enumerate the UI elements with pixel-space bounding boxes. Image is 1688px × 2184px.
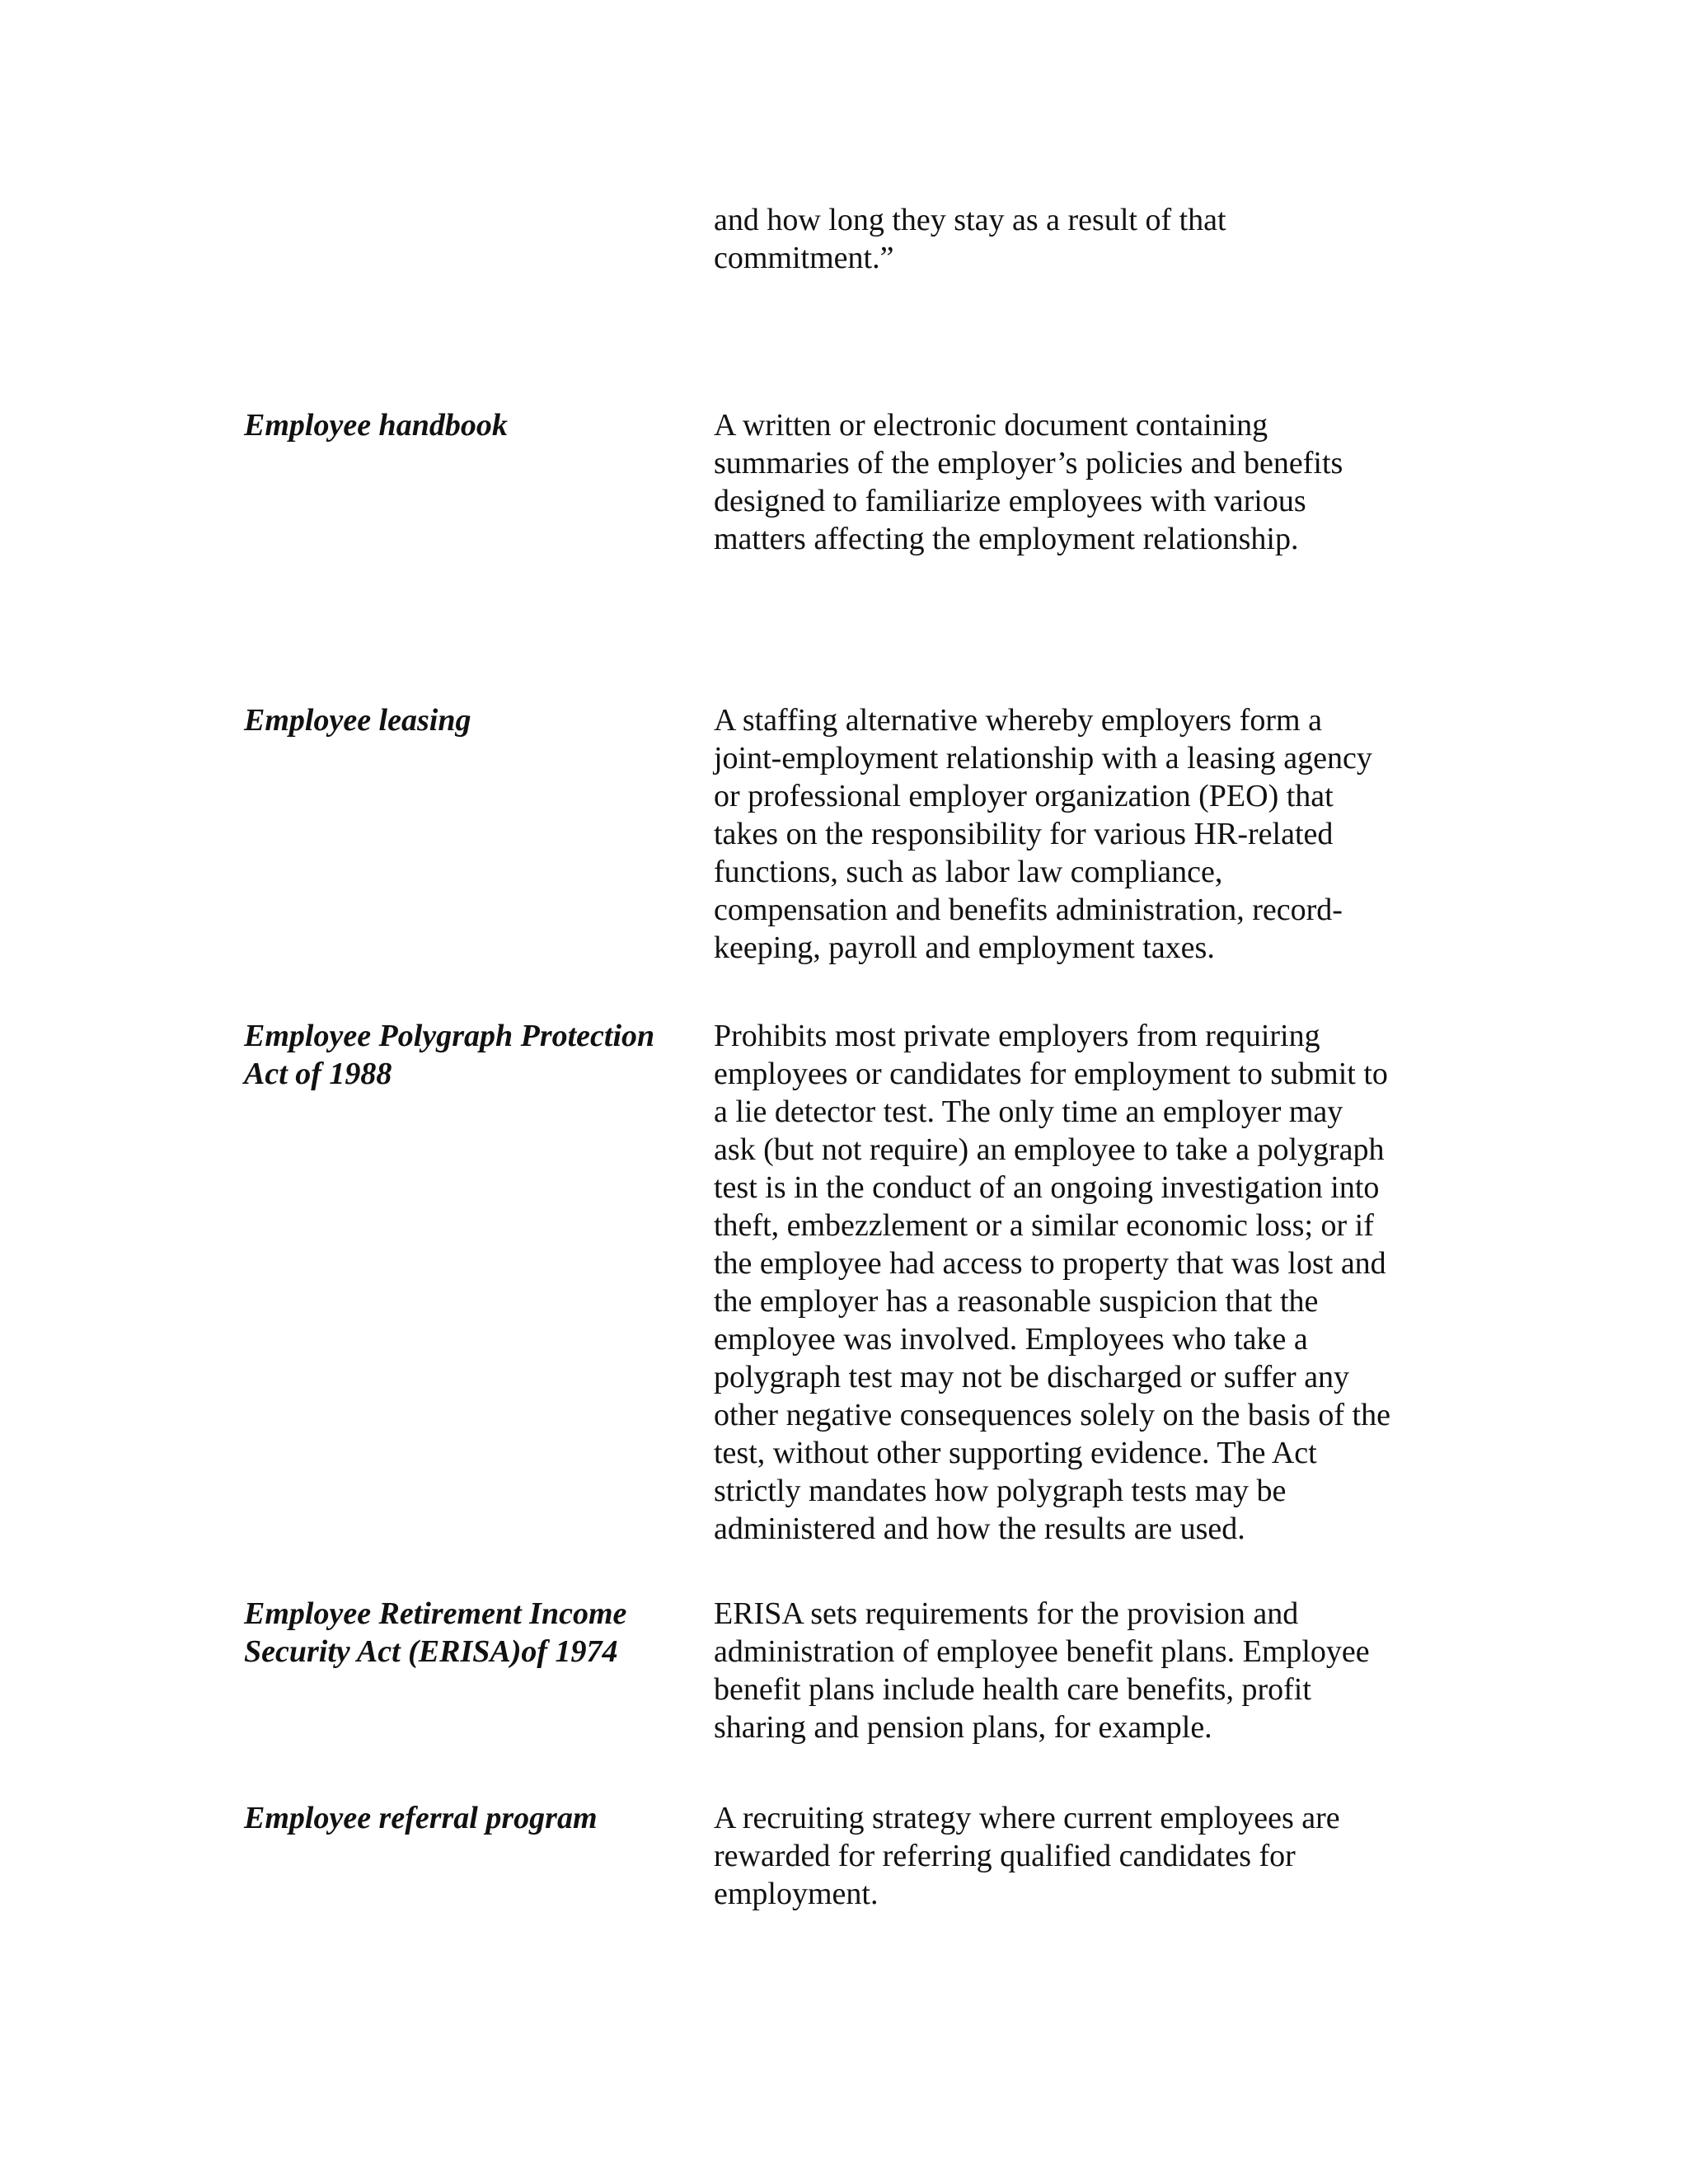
definition-line: matters affecting the employment relationship. [714, 522, 1299, 556]
definition-line: or professional employer organization (PEO) that [714, 779, 1334, 813]
definition-line: polygraph test may not be discharged or suffer any [714, 1360, 1350, 1394]
definition-line: compensation and benefits administration, record- [714, 893, 1343, 927]
definition-line: ask (but not require) an employee to take a polygraph [714, 1132, 1385, 1167]
definition-line: theft, embezzlement or a similar economic loss; or if [714, 1208, 1374, 1243]
definition-line: test is in the conduct of an ongoing investigation into [714, 1170, 1380, 1205]
definition-line: the employee had access to property that was lost and [714, 1246, 1386, 1281]
definition-line: strictly mandates how polygraph tests may be [714, 1474, 1287, 1508]
glossary-definition [714, 701, 1439, 967]
definition-line: a lie detector test. The only time an employer may [714, 1094, 1343, 1129]
definition-line: benefit plans include health care benefits, profit [714, 1672, 1311, 1707]
definition-line: employment. [714, 1877, 879, 1911]
definition-line: administered and how the results are used. [714, 1511, 1245, 1546]
definition-line: Prohibits most private employers from requiring [714, 1019, 1320, 1053]
glossary-term [244, 1595, 706, 1671]
definition-line: A recruiting strategy where current employees are [714, 1801, 1340, 1835]
definition-line: functions, such as labor law compliance, [714, 855, 1223, 889]
glossary-definition [714, 1595, 1439, 1746]
definition-line: A staffing alternative whereby employers form a [714, 703, 1322, 738]
glossary-term [244, 1017, 706, 1093]
glossary-term [244, 406, 706, 444]
term-line: Employee referral program [244, 1801, 598, 1835]
term-line: Employee Retirement Income [244, 1596, 627, 1631]
definition-line: ERISA sets requirements for the provision and [714, 1596, 1299, 1631]
term-line: Security Act (ERISA)of 1974 [244, 1634, 618, 1669]
term-line: Employee Polygraph Protection [244, 1019, 655, 1053]
term-line: Employee leasing [244, 703, 471, 738]
definition-line: A written or electronic document containing [714, 408, 1268, 443]
glossary-definition [714, 1799, 1439, 1913]
text-line: and how long they stay as a result of that [714, 203, 1226, 237]
definition-line: summaries of the employer’s policies and benefits [714, 446, 1343, 480]
term-line: Employee handbook [244, 408, 508, 443]
definition-line: employee was involved. Employees who take a [714, 1322, 1308, 1357]
continuation-text [714, 201, 1439, 277]
definition-line: joint-employment relationship with a leasing agency [714, 741, 1372, 776]
definition-line: test, without other supporting evidence. The Act [714, 1436, 1317, 1470]
definition-line: designed to familiarize employees with various [714, 484, 1306, 518]
definition-line: keeping, payroll and employment taxes. [714, 930, 1215, 965]
definition-line: takes on the responsibility for various HR-related [714, 817, 1334, 851]
term-line: Act of 1988 [244, 1057, 392, 1091]
definition-line: employees or candidates for employment to submit to [714, 1057, 1388, 1091]
text-line: commitment.” [714, 241, 894, 275]
definition-line: other negative consequences solely on the basis of the [714, 1398, 1390, 1432]
definition-line: sharing and pension plans, for example. [714, 1710, 1212, 1745]
glossary-definition [714, 1017, 1439, 1548]
definition-line: the employer has a reasonable suspicion that the [714, 1284, 1319, 1319]
definition-line: rewarded for referring qualified candidates for [714, 1839, 1296, 1873]
glossary-term [244, 1799, 706, 1837]
definition-line: administration of employee benefit plans. Employee [714, 1634, 1370, 1669]
glossary-definition [714, 406, 1439, 558]
glossary-term [244, 701, 706, 739]
